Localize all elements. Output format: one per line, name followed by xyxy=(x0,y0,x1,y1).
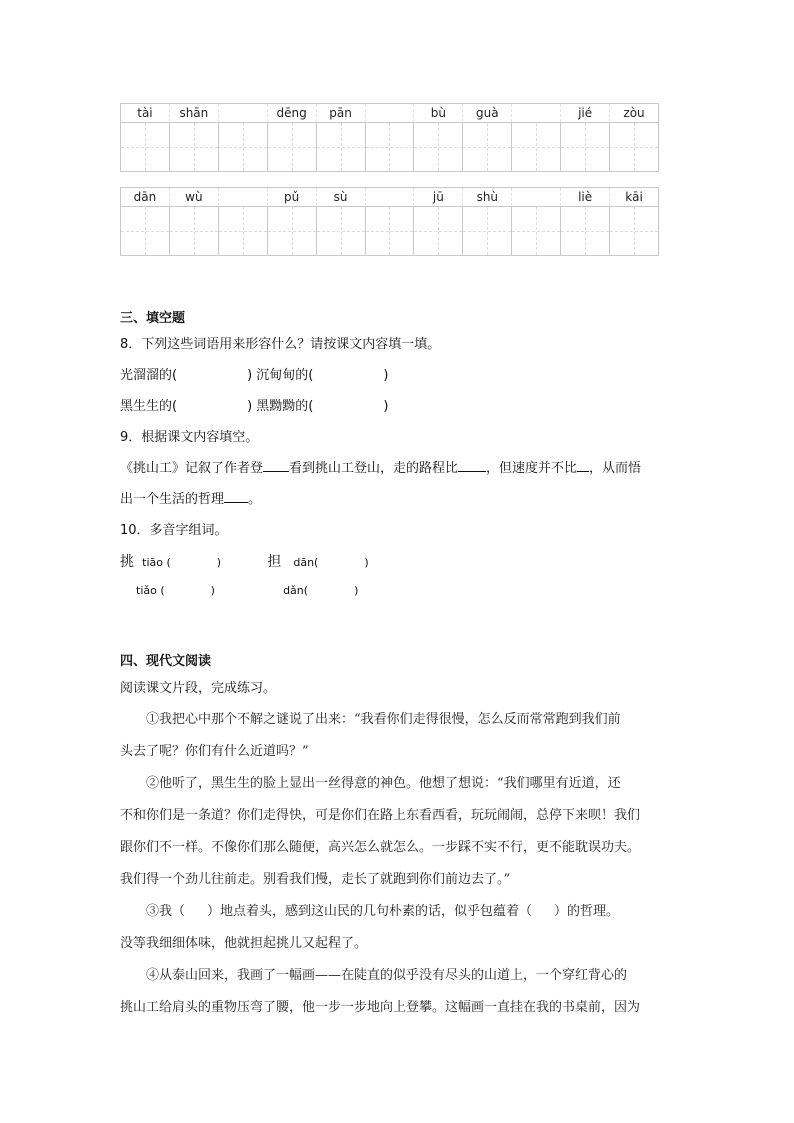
question-8-line-1 xyxy=(120,364,388,383)
question-8-line-2 xyxy=(120,395,388,414)
writing-box-row xyxy=(120,206,659,256)
pinyin-cell: tài xyxy=(121,104,170,122)
writing-box[interactable] xyxy=(121,123,170,171)
passage-line: 跟你们不一样。不像你们那么随便，高兴怎么就怎么。一步踩不实不行，更不能耽误功夫。 xyxy=(120,840,641,855)
polyphone-char-1: 挑 xyxy=(120,554,134,570)
q9-text-3: ，但速度并不比 xyxy=(486,461,578,476)
pinyin-cell: dān xyxy=(121,188,170,206)
pinyin-cell: bù xyxy=(414,104,463,122)
pinyin-cell xyxy=(366,188,415,206)
pinyin-cell: pān xyxy=(317,104,366,122)
q8-close-paren: ) xyxy=(383,368,389,383)
pinyin-grid-1 xyxy=(120,103,659,172)
pinyin-cell: jū xyxy=(414,188,463,206)
q9-text-6: 。 xyxy=(248,492,262,507)
pinyin-cell: sù xyxy=(317,188,366,206)
writing-box[interactable] xyxy=(317,207,366,255)
q8-term-1: 光溜溜的( xyxy=(120,368,178,383)
pinyin-row xyxy=(120,103,659,122)
writing-box[interactable] xyxy=(512,123,561,171)
q9-text-2: 看到挑山工登山，走的路程比 xyxy=(289,461,459,476)
writing-box[interactable] xyxy=(170,207,219,255)
passage-line: 我们得一个劲儿往前走。别看我们慢，走长了就跑到你们前边去了。” xyxy=(120,872,511,887)
pinyin-cell: kāi xyxy=(625,190,643,204)
writing-box[interactable] xyxy=(219,123,268,171)
pinyin-cell: zòu xyxy=(623,106,645,120)
pinyin-cell xyxy=(366,104,415,122)
writing-box[interactable] xyxy=(121,207,170,255)
pinyin-cell: dēng xyxy=(268,104,317,122)
question-9-line-2 xyxy=(120,488,261,507)
close-paren: ) xyxy=(210,584,215,597)
close-paren: ) xyxy=(364,556,369,569)
writing-box[interactable] xyxy=(463,207,512,255)
writing-box[interactable] xyxy=(268,123,317,171)
writing-box[interactable] xyxy=(561,123,610,171)
polyphone-pinyin: tiǎo ( xyxy=(136,584,165,597)
pinyin-cell: shù xyxy=(463,188,512,206)
fill-blank[interactable] xyxy=(263,459,289,472)
writing-box[interactable] xyxy=(610,207,658,255)
close-paren: ) xyxy=(216,556,222,569)
section-3-heading: 三、填空题 xyxy=(120,311,186,326)
writing-box[interactable] xyxy=(463,123,512,171)
reading-intro: 阅读课文片段，完成练习。 xyxy=(120,681,277,696)
polyphone-pinyin: dān( xyxy=(293,556,319,569)
polyphone-pinyin: tiāo ( xyxy=(142,556,171,569)
q8-term-3: 黑生生的( xyxy=(120,399,178,414)
passage-line: 挑山工给肩头的重物压弯了腰，他一步一步地向上登攀。这幅画一直挂在我的书桌前，因为 xyxy=(120,1000,641,1015)
q8-term-2: ) 沉甸甸的( xyxy=(247,368,314,383)
passage-text: ）的哲理。 xyxy=(554,904,620,919)
writing-box[interactable] xyxy=(561,207,610,255)
pinyin-cell xyxy=(512,188,561,206)
fill-blank[interactable] xyxy=(224,490,248,503)
pinyin-cell: liè xyxy=(561,188,610,206)
passage-text: ③我（ xyxy=(146,904,186,919)
pinyin-cell: shān xyxy=(170,104,219,122)
question-9-line-1 xyxy=(120,457,641,476)
writing-box[interactable] xyxy=(610,123,658,171)
writing-box[interactable] xyxy=(366,123,415,171)
question-10-row-1 xyxy=(120,551,369,571)
pinyin-cell xyxy=(219,188,268,206)
passage-line: 没等我细细体味，他就担起挑儿又起程了。 xyxy=(120,936,368,951)
polyphone-pinyin: dǎn( xyxy=(283,584,309,597)
pinyin-row xyxy=(120,187,659,206)
q9-text-1: 《挑山工》记叙了作者登 xyxy=(120,461,264,476)
q8-close-paren: ) xyxy=(383,399,389,414)
writing-box[interactable] xyxy=(414,123,463,171)
pinyin-grid-2 xyxy=(120,187,659,256)
pinyin-cell xyxy=(219,104,268,122)
passage-line xyxy=(146,900,706,919)
pinyin-cell: pǔ xyxy=(268,188,317,206)
writing-box[interactable] xyxy=(317,123,366,171)
passage-line: ②他听了，黑生生的脸上显出一丝得意的神色。他想了想说：“我们哪里有近道，还 xyxy=(146,776,621,791)
fill-blank[interactable] xyxy=(458,459,486,472)
question-8: 8．下列这些词语用来形容什么？请按课文内容填一填。 xyxy=(120,337,441,352)
pinyin-cell: guà xyxy=(463,104,512,122)
writing-box[interactable] xyxy=(512,207,561,255)
fill-blank[interactable] xyxy=(577,459,589,472)
writing-box[interactable] xyxy=(170,123,219,171)
writing-box[interactable] xyxy=(219,207,268,255)
question-10: 10．多音字组词。 xyxy=(120,523,228,538)
passage-text: ）地点着头，感到这山民的几句朴素的话，似乎包蕴着（ xyxy=(207,904,533,919)
writing-box[interactable] xyxy=(268,207,317,255)
q9-text-5: 出一个生活的哲理 xyxy=(120,492,225,507)
q9-text-4: ，从而悟 xyxy=(589,461,642,476)
pinyin-cell xyxy=(512,104,561,122)
writing-box[interactable] xyxy=(414,207,463,255)
passage-line: ①我把心中那个不解之谜说了出来：“我看你们走得很慢，怎么反而常常跑到我们前 xyxy=(146,712,621,727)
question-9: 9．根据课文内容填空。 xyxy=(120,430,259,445)
writing-box[interactable] xyxy=(366,207,415,255)
passage-line: ④从泰山回来，我画了一幅画——在陡直的似乎没有尽头的山道上，一个穿红背心的 xyxy=(146,968,628,983)
q8-term-4: ) 黑黝黝的( xyxy=(247,399,314,414)
pinyin-cell: jié xyxy=(561,104,610,122)
polyphone-char-2: 担 xyxy=(267,554,282,570)
passage-line: 头去了呢？你们有什么近道吗？” xyxy=(120,744,309,759)
writing-box-row xyxy=(120,122,659,172)
close-paren: ) xyxy=(354,584,359,597)
pinyin-cell: wù xyxy=(170,188,219,206)
passage-line: 不和你们是一条道？你们走得快，可是你们在路上东看西看，玩玩闹闹，总停下来呗！我们 xyxy=(120,808,641,823)
question-10-row-2 xyxy=(136,583,358,598)
section-4-heading: 四、现代文阅读 xyxy=(120,654,212,669)
